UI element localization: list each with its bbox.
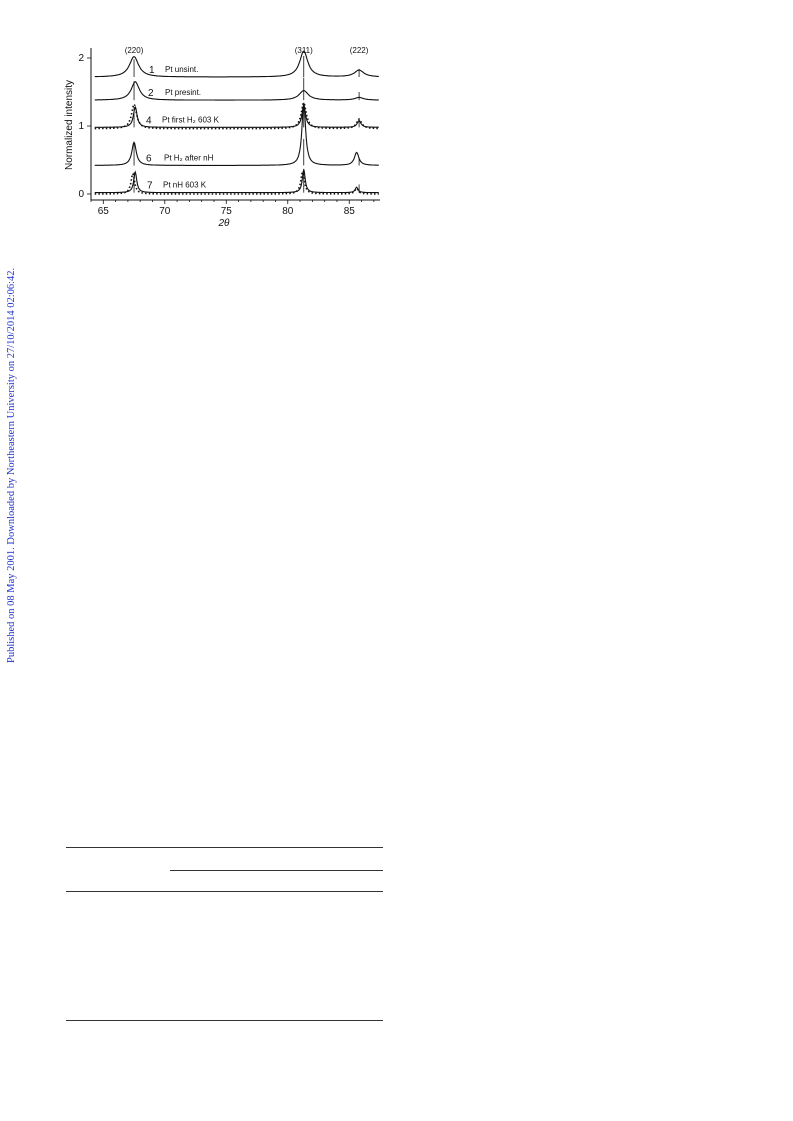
table-bottom-rule [66, 1020, 383, 1021]
plot-labels [125, 46, 369, 192]
trace-name-label: Pt H₂ after nH [164, 153, 214, 163]
plot-traces [95, 51, 379, 194]
trace-line-solid [95, 170, 379, 193]
x-tick-label: 65 [97, 206, 109, 217]
trace-number-label: 1 [149, 65, 155, 77]
y-tick-label: 1 [78, 121, 84, 132]
peak-index-label: (220) [124, 46, 144, 55]
publication-watermark: Published on 08 May 2001. Downloaded by Northeastern University on 27/10/2014 02:06:42. [6, 267, 17, 663]
trace-line-solid [95, 82, 379, 100]
trace-name-label: Pt first H₂ 603 K [162, 115, 219, 125]
y-tick-label: 2 [78, 53, 84, 64]
x-tick-label: 80 [282, 206, 294, 217]
x-tick-label: 70 [159, 206, 171, 217]
trace-line-dotted [95, 103, 379, 129]
x-tick-label: 85 [343, 206, 355, 217]
table-top-rule [66, 847, 383, 848]
x-tick-label: 75 [220, 206, 232, 217]
x-axis-label: 2θ [218, 218, 230, 229]
y-tick-label: 0 [78, 189, 84, 200]
peak-index-label: (222) [349, 46, 369, 55]
trace-name-label: Pt unsint. [165, 65, 199, 75]
trace-number-label: 2 [148, 88, 154, 100]
table-group-rule [170, 870, 383, 871]
trace-number-label: 6 [146, 153, 152, 165]
trace-line-solid [95, 103, 379, 166]
trace-name-label: Pt presint. [165, 88, 202, 98]
table-header-rule [66, 891, 383, 892]
peak-index-label: (311) [294, 46, 313, 55]
trace-name-label: Pt nH 603 K [163, 180, 207, 190]
y-axis-label: Normalized intensity [64, 79, 75, 171]
trace-number-label: 7 [147, 180, 153, 192]
trace-number-label: 4 [146, 115, 152, 127]
